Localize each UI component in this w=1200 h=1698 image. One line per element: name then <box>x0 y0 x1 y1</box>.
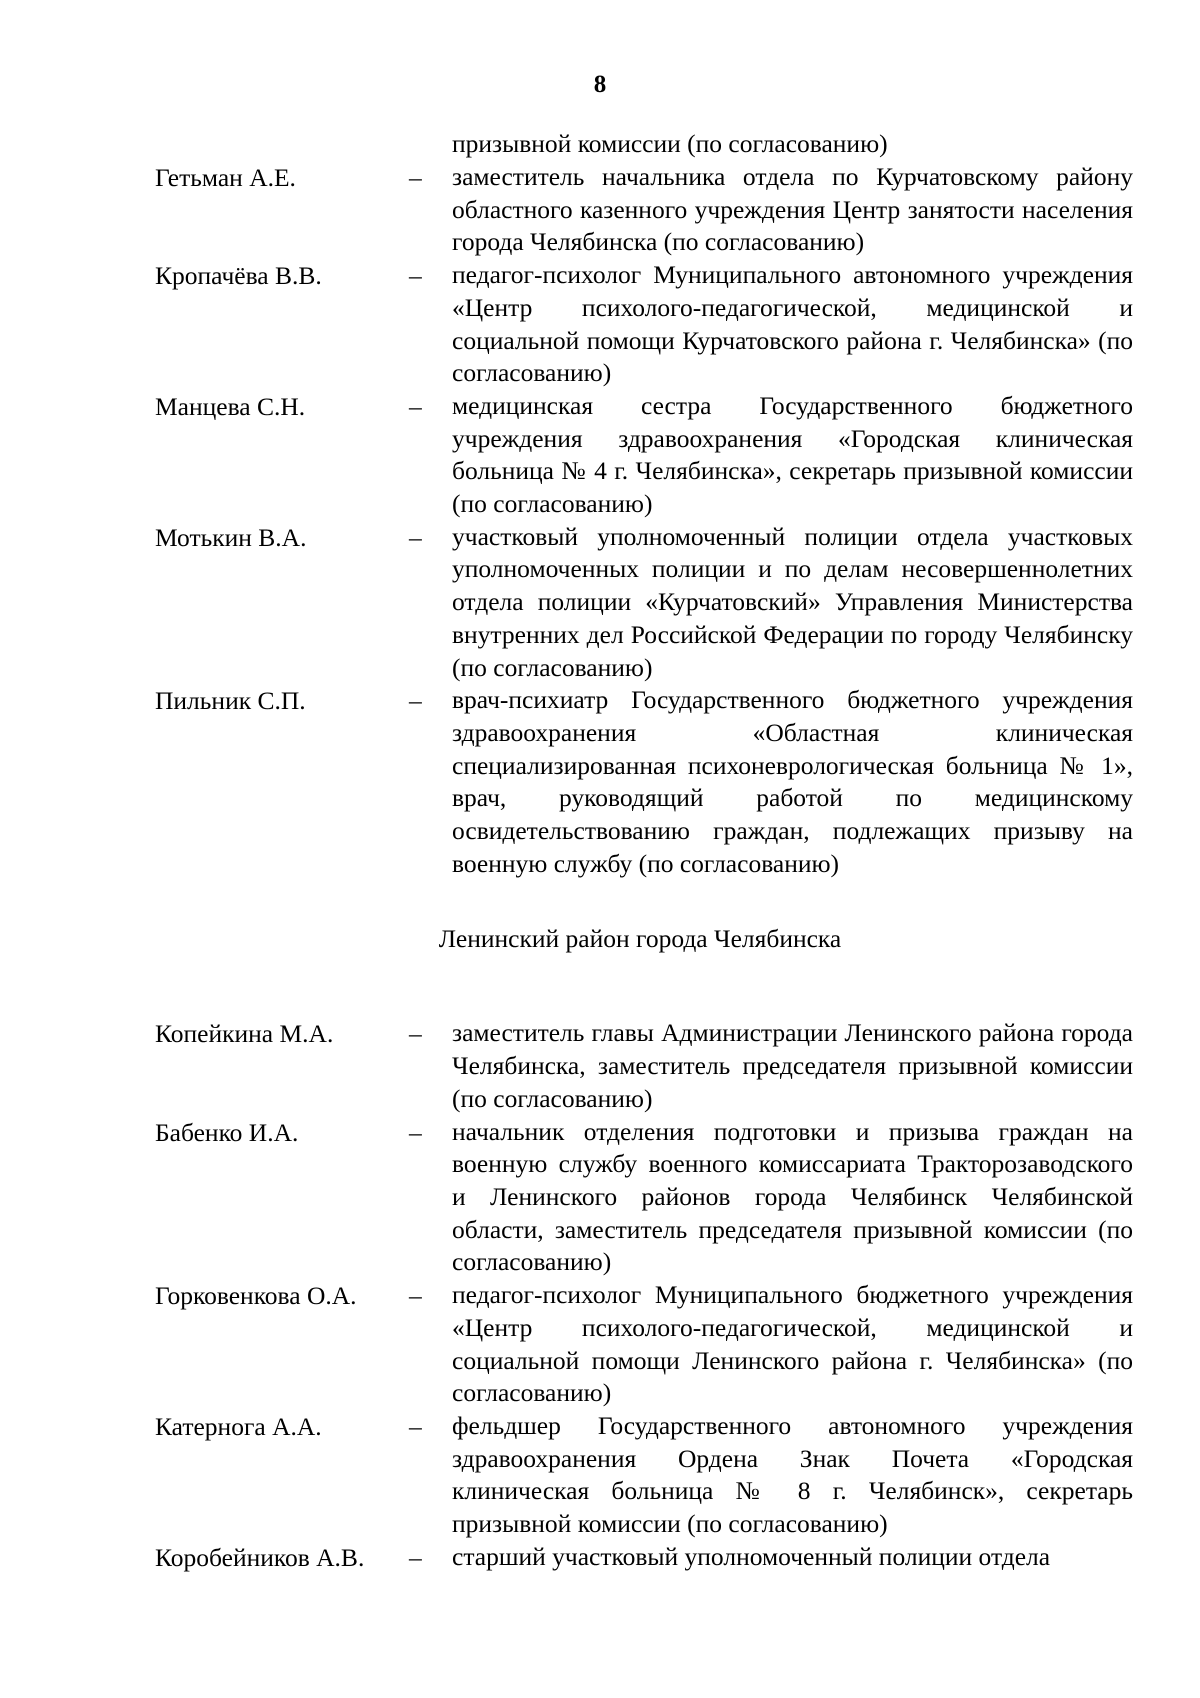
member-row <box>0 1541 1200 1574</box>
dash-separator: – <box>409 686 422 716</box>
dash-separator: – <box>409 1411 422 1441</box>
member-position: заместитель начальника отдела по Курчатовскому району областного казенного учреждения Центр занятости населения города Челябинска (по согласованию) <box>452 162 1133 257</box>
member-row <box>0 1017 1200 1115</box>
dash-separator: – <box>409 522 422 552</box>
member-name: Пильник С.П. <box>155 686 306 716</box>
member-name: Копейкина М.А. <box>155 1019 334 1049</box>
member-name: Кропачёва В.В. <box>155 261 322 291</box>
member-position: педагог-психолог Муниципального бюджетного учреждения «Центр психолого-педагогической, медицинской и социальной помощи Ленинского района г. Челябинска» (по согласованию) <box>452 1280 1133 1408</box>
member-name: Катернога А.А. <box>155 1411 322 1441</box>
member-position: медицинская сестра Государственного бюджетного учреждения здравоохранения «Городская клиническая больница № 4 г. Челябинска», секретарь призывной комиссии (по согласованию) <box>452 390 1133 519</box>
dash-separator: – <box>409 1542 422 1572</box>
member-row <box>0 1116 1200 1280</box>
dash-separator: – <box>409 391 422 421</box>
member-position: врач-психиатр Государственного бюджетного учреждения здравоохранения «Областная клиническая специализированная психоневрологическая больница № 1», врач, руководящий работой по медицинскому освидетельствованию граждан, подлежащих призыву на военную службу (по согласованию) <box>452 685 1133 878</box>
member-position: заместитель главы Администрации Ленинского района города Челябинска, заместитель председателя призывной комиссии (по согласованию) <box>452 1018 1133 1113</box>
member-position: педагог-психолог Муниципального автономного учреждения «Центр психолого-педагогической, медицинской и социальной помощи Курчатовского района г. Челябинска» (по согласованию) <box>452 260 1133 388</box>
member-position: фельдшер Государственного автономного учреждения здравоохранения Ордена Знак Почета «Городская клиническая больница № 8 г. Челябинск», секретарь призывной комиссии (по согласованию) <box>452 1410 1133 1539</box>
member-row <box>0 1410 1200 1541</box>
continuation-text: призывной комиссии (по согласованию) <box>452 129 888 158</box>
page-number: 8 <box>593 71 607 98</box>
dash-separator: – <box>409 163 422 192</box>
dash-separator: – <box>409 1117 422 1147</box>
member-name: Мотькин В.А. <box>155 522 307 552</box>
member-row <box>0 161 1200 259</box>
member-row <box>0 521 1200 685</box>
member-position: старший участковый уполномоченный полиции отдела <box>452 1541 1051 1571</box>
document-body <box>0 128 1200 1574</box>
member-position: участковый уполномоченный полиции отдела участковых уполномоченных полиции и по делам несовершеннолетних отдела полиции «Курчатовский» Управления Министерства внутренних дел Российской Федерации по городу Челябинску (по согласованию) <box>452 521 1133 682</box>
member-name: Бабенко И.А. <box>155 1117 299 1147</box>
member-row <box>0 390 1200 521</box>
member-row <box>0 259 1200 390</box>
member-name: Коробейников А.В. <box>155 1542 365 1572</box>
member-row <box>0 684 1200 880</box>
member-position: начальник отделения подготовки и призыва граждан на военную службу военного комиссариата Тракторозаводского и Ленинского районов города Челябинск Челябинской области, заместитель председателя призывной комиссии (по согласованию) <box>452 1116 1133 1277</box>
dash-separator: – <box>409 261 422 291</box>
member-name: Горковенкова О.А. <box>155 1281 357 1311</box>
member-row <box>0 1279 1200 1410</box>
member-name: Манцева С.Н. <box>155 391 306 421</box>
continuation-row <box>0 128 1200 161</box>
dash-separator: – <box>409 1281 422 1311</box>
section-heading: Ленинский район города Челябинска <box>438 924 842 954</box>
member-name: Гетьман А.Е. <box>155 163 296 192</box>
dash-separator: – <box>409 1019 422 1049</box>
